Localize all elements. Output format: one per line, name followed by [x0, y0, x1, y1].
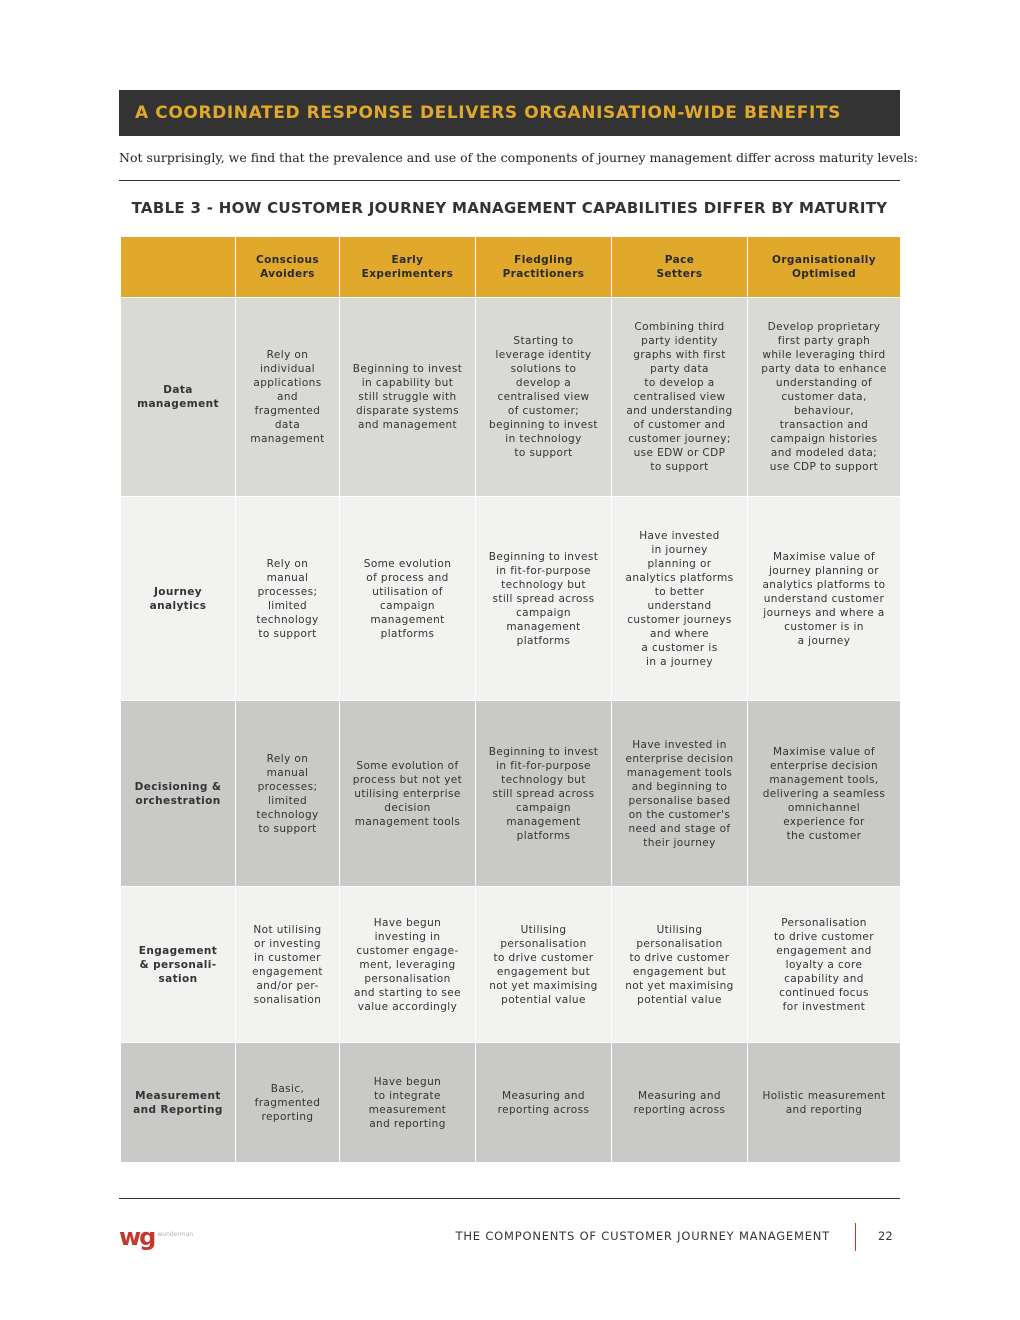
- table-row-journey-analytics: [121, 497, 901, 701]
- table-cell: Measuring and reporting across: [612, 1043, 748, 1163]
- header-organisationally-optimised: Organisationally Optimised: [748, 237, 901, 298]
- page-number: 22: [878, 1229, 893, 1243]
- header-fledgling-practitioners: Fledgling Practitioners: [476, 237, 612, 298]
- row-label: Decisioning & orchestration: [121, 701, 236, 887]
- table-cell: Have invested in enterprise decision management tools and beginning to personalise based on the customer's need and stage of their journey: [612, 701, 748, 887]
- table-cell: Holistic measurement and reporting: [748, 1043, 901, 1163]
- table-cell: Rely on manual processes; limited technology to support: [236, 701, 340, 887]
- table-cell: Combining third party identity graphs with first party data to develop a centralised view and understanding of customer and customer journey; use EDW or CDP to support: [612, 298, 748, 497]
- table-cell: Utilising personalisation to drive customer engagement but not yet maximising potential value: [612, 887, 748, 1043]
- table-cell: Some evolution of process but not yet utilising enterprise decision management tools: [340, 701, 476, 887]
- table-cell: Some evolution of process and utilisation of campaign management platforms: [340, 497, 476, 701]
- table-cell: Basic, fragmented reporting: [236, 1043, 340, 1163]
- table-cell: Beginning to invest in capability but still struggle with disparate systems and management: [340, 298, 476, 497]
- header-early-experimenters: Early Experimenters: [340, 237, 476, 298]
- footer-section-title: THE COMPONENTS OF CUSTOMER JOURNEY MANAGEMENT: [455, 1229, 830, 1243]
- table-cell: Develop proprietary first party graph while leveraging third party data to enhance understanding of customer data, behaviour, transaction and campaign histories and modeled data; use CDP to support: [748, 298, 901, 497]
- table-row-decisioning: [121, 701, 901, 887]
- table-cell: Maximise value of enterprise decision management tools, delivering a seamless omnichannel experience for the customer: [748, 701, 901, 887]
- row-label: Data management: [121, 298, 236, 497]
- header-cell-empty: [121, 237, 236, 298]
- brand-logo: [119, 1224, 193, 1250]
- maturity-table: [120, 236, 901, 1163]
- logo-mark: wg: [119, 1223, 155, 1251]
- table-header-row: [121, 237, 901, 298]
- table-cell: Measuring and reporting across: [476, 1043, 612, 1163]
- table-cell: Not utilising or investing in customer engagement and/or per- sonalisation: [236, 887, 340, 1043]
- header-conscious-avoiders: Conscious Avoiders: [236, 237, 340, 298]
- table-cell: Have begun to integrate measurement and reporting: [340, 1043, 476, 1163]
- table-row-measurement: [121, 1043, 901, 1163]
- divider-top: [119, 180, 900, 181]
- table-row-engagement: [121, 887, 901, 1043]
- header-pace-setters: Pace Setters: [612, 237, 748, 298]
- section-banner: [119, 90, 900, 136]
- banner-title: A COORDINATED RESPONSE DELIVERS ORGANISATION-WIDE BENEFITS: [135, 103, 841, 123]
- table-cell: Utilising personalisation to drive customer engagement but not yet maximising potential value: [476, 887, 612, 1043]
- footer-divider: [855, 1223, 856, 1251]
- table-row-data-management: [121, 298, 901, 497]
- intro-paragraph: Not surprisingly, we find that the prevalence and use of the components of journey management differ across maturity levels:: [119, 150, 918, 165]
- table-cell: Personalisation to drive customer engagement and loyalty a core capability and continued focus for investment: [748, 887, 901, 1043]
- table-cell: Rely on manual processes; limited technology to support: [236, 497, 340, 701]
- logo-subtext: wunderman: [157, 1231, 194, 1238]
- row-label: Measurement and Reporting: [121, 1043, 236, 1163]
- row-label: Journey analytics: [121, 497, 236, 701]
- table-cell: Have invested in journey planning or analytics platforms to better understand customer journeys and where a customer is in a journey: [612, 497, 748, 701]
- table-cell: Starting to leverage identity solutions to develop a centralised view of customer; beginning to invest in technology to support: [476, 298, 612, 497]
- table-cell: Rely on individual applications and fragmented data management: [236, 298, 340, 497]
- table-title: TABLE 3 - HOW CUSTOMER JOURNEY MANAGEMENT CAPABILITIES DIFFER BY MATURITY: [131, 199, 888, 217]
- table-cell: Beginning to invest in fit-for-purpose technology but still spread across campaign management platforms: [476, 497, 612, 701]
- table-cell: Maximise value of journey planning or analytics platforms to understand customer journeys and where a customer is in a journey: [748, 497, 901, 701]
- table-cell: Have begun investing in customer engage- ment, leveraging personalisation and starting to see value accordingly: [340, 887, 476, 1043]
- row-label: Engagement & personali- sation: [121, 887, 236, 1043]
- divider-bottom: [119, 1198, 900, 1199]
- table-cell: Beginning to invest in fit-for-purpose technology but still spread across campaign management platforms: [476, 701, 612, 887]
